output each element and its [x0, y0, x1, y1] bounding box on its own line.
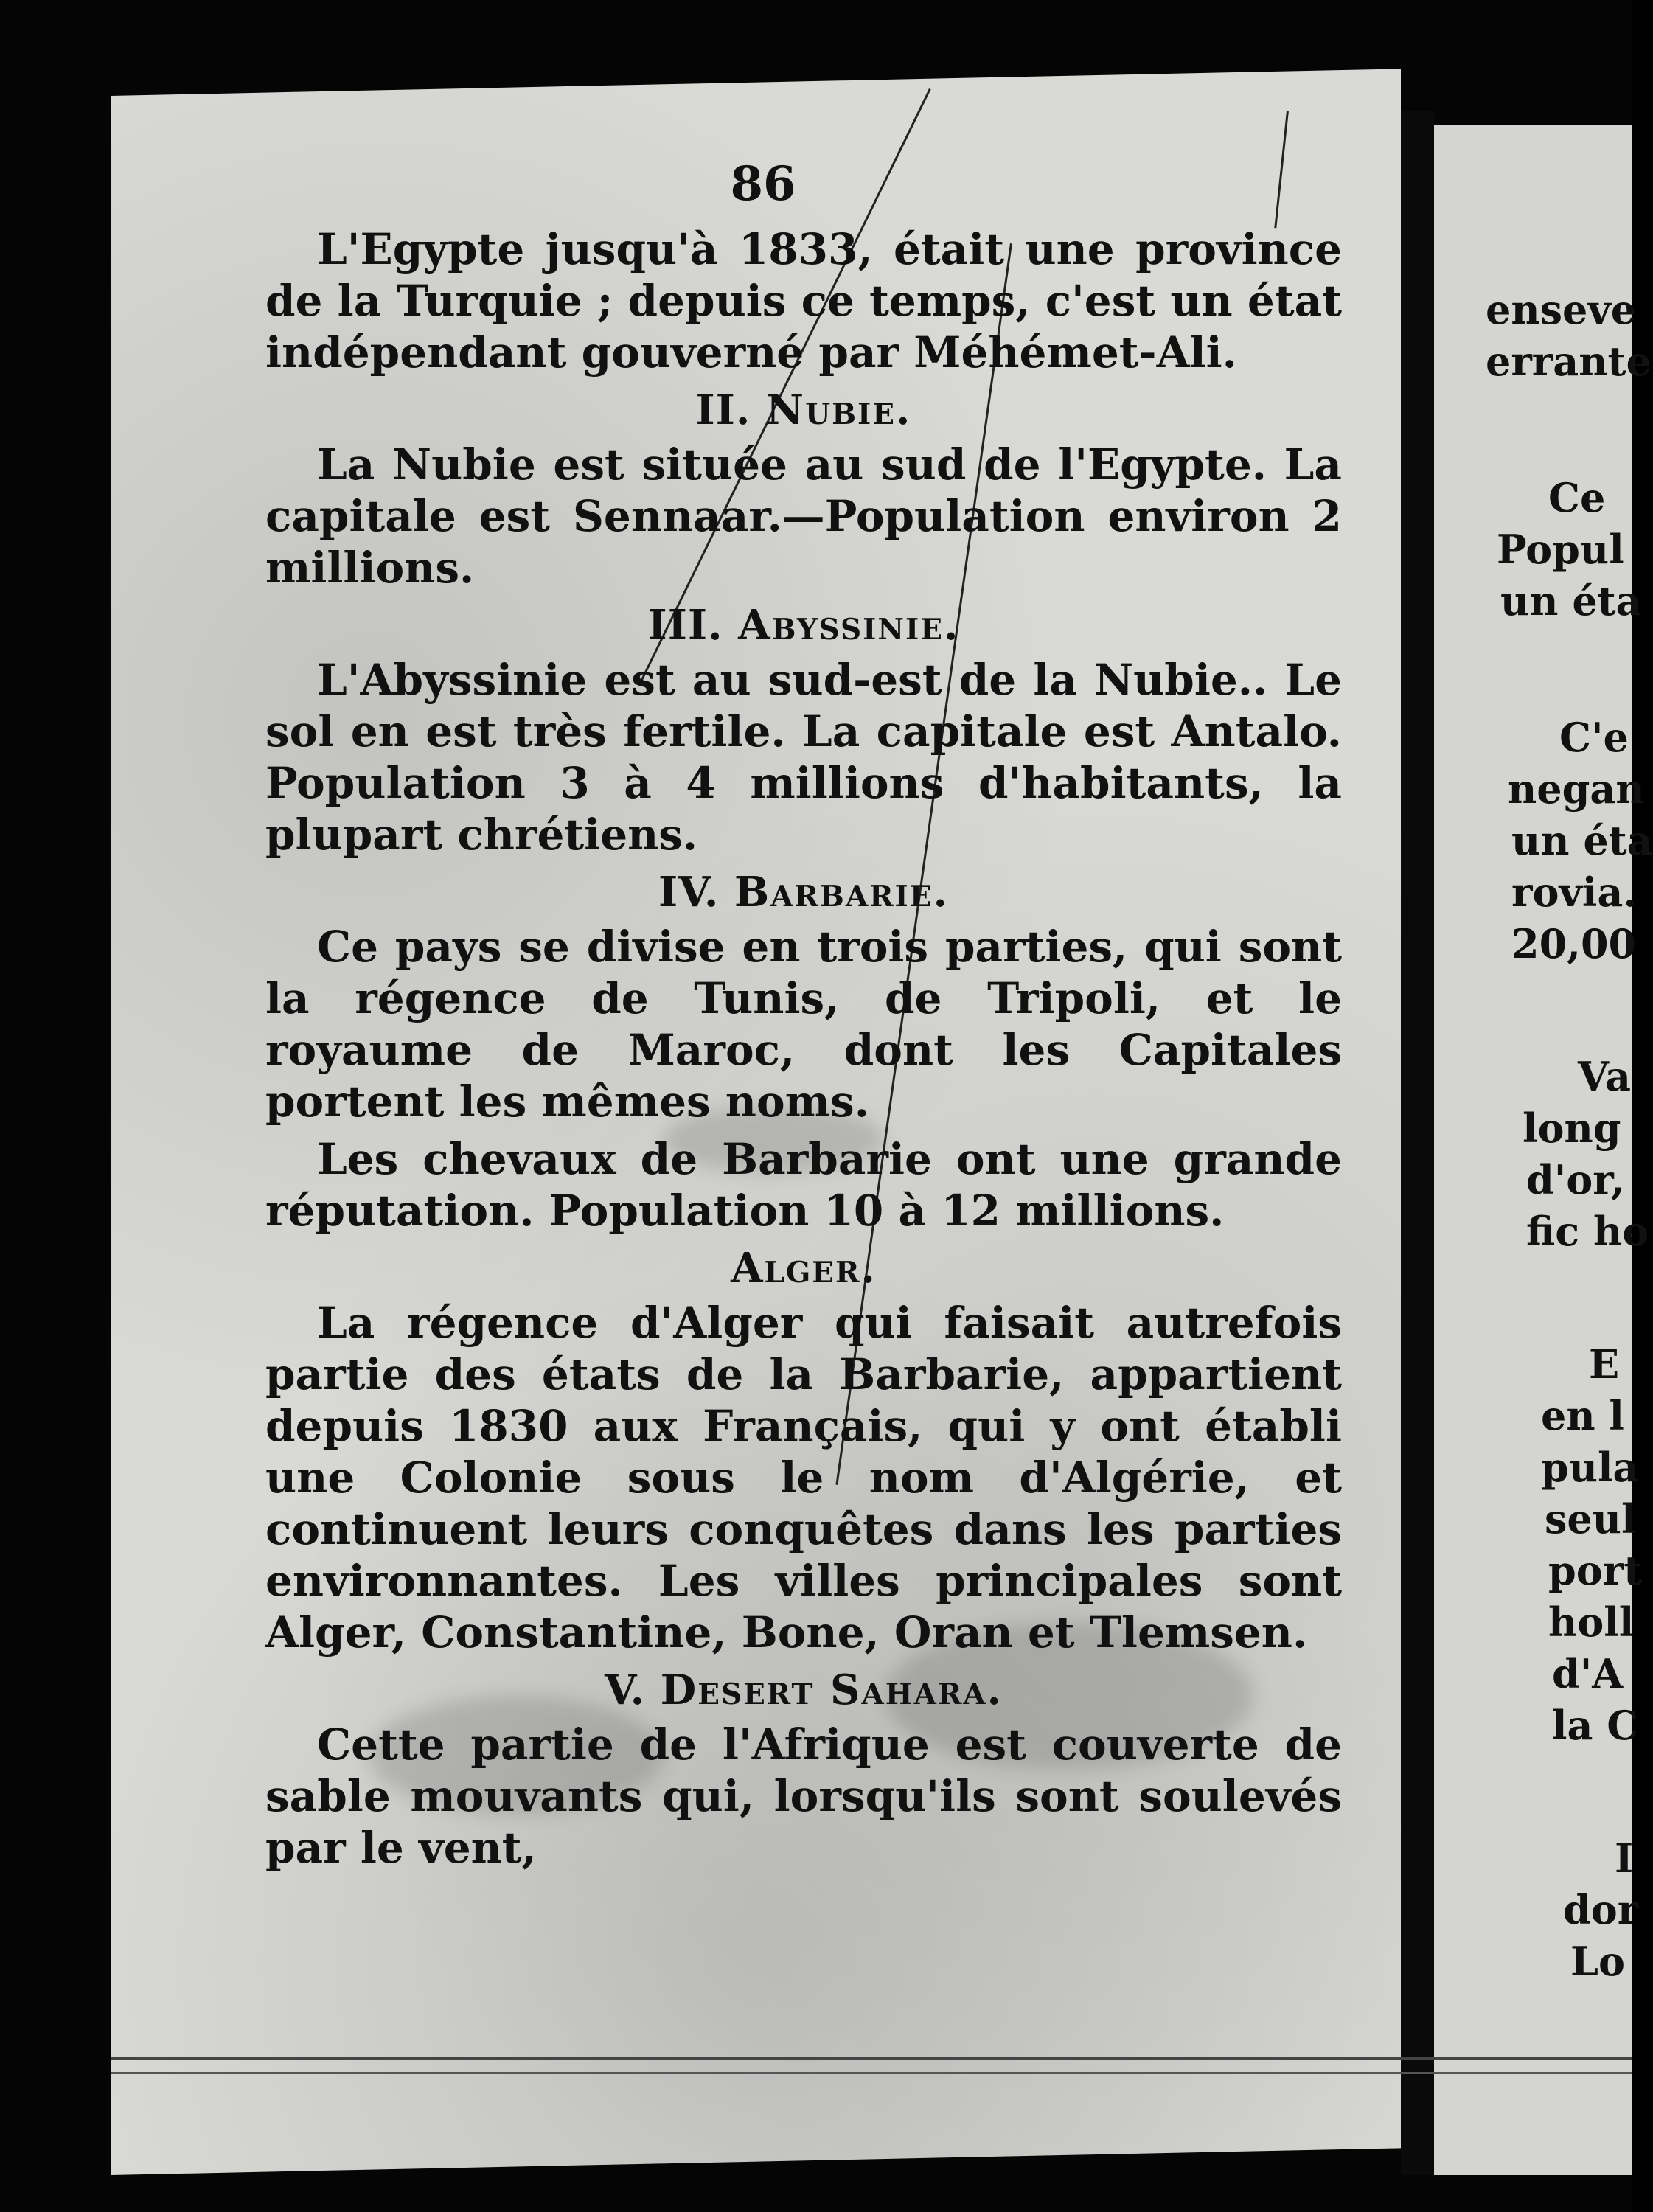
section-heading-alger [265, 1242, 1342, 1294]
facing-page-fragment: un éta [1500, 577, 1642, 625]
book-gutter [1401, 111, 1434, 2175]
facing-page-fragment: port [1548, 1547, 1643, 1594]
barbarie-paragraph-2: Les chevaux de Barbarie ont une grande réputation. Population 10 à 12 millions. [265, 1134, 1342, 1236]
egypt-paragraph: L'Egypte jusqu'à 1833, était une province de la Turquie ; depuis ce temps, c'est un état indépendant gouverné par Méhémet-Ali. [265, 224, 1342, 378]
facing-page-fragment: la C [1552, 1702, 1639, 1749]
facing-page-fragment: Va [1578, 1053, 1631, 1100]
facing-page-fragment: d'or, [1526, 1156, 1625, 1203]
facing-page-fragment: I [1615, 1834, 1634, 1882]
facing-page-fragment: enseve [1486, 286, 1637, 333]
facing-page-fragment: seul [1545, 1495, 1637, 1543]
sahara-paragraph: Cette partie de l'Afrique est couverte de sable mouvants qui, lorsqu'ils sont soulevés par le vent, [265, 1719, 1342, 1873]
facing-page-fragment: pula [1541, 1444, 1639, 1491]
section-heading-barbarie [265, 866, 1342, 918]
facing-page-fragment: C'e [1559, 714, 1629, 761]
abyssinie-paragraph: L'Abyssinie est au sud-est de la Nubie.. Le sol en est très fertile. La capitale est Antalo. Population 3 à 4 millions d'habitants, la plupart chrétiens. [265, 655, 1342, 860]
section-title: Alger. [731, 1244, 877, 1293]
facing-page-fragment: Popul [1497, 526, 1624, 573]
section-title: Barbarie. [734, 868, 949, 917]
facing-page-fragment: Lo [1570, 1938, 1625, 1985]
facing-page-fragment: dor [1563, 1886, 1639, 1933]
facing-page-fragment: en l [1541, 1392, 1624, 1439]
alger-paragraph: La régence d'Alger qui faisait autrefois partie des états de la Barbarie, appartient depuis 1830 aux Français, qui y ont établi une Colonie sous le nom d'Algérie, et continuent leurs conquêtes dans les parties environnantes. Les villes principales sont Alger, Constantine, Bone, Oran et Tlemsen. [265, 1298, 1342, 1658]
page-number: 86 [730, 156, 796, 212]
facing-page-fragment: errante [1486, 338, 1652, 385]
facing-page-fragment: d'A [1552, 1650, 1624, 1697]
facing-page-fragment: holl [1548, 1599, 1635, 1646]
page-content [265, 156, 1342, 1879]
facing-page-fragment: un éta [1511, 817, 1653, 864]
facing-page-fragment: rovia. [1511, 869, 1638, 916]
section-heading-abyssinie [265, 599, 1342, 651]
section-numeral: IV. [658, 868, 720, 917]
section-heading-nubie [265, 384, 1342, 436]
page-edge-line [111, 2072, 1632, 2074]
facing-page-fragment: E [1589, 1340, 1620, 1388]
section-numeral: II. [695, 386, 751, 434]
section-numeral: III. [647, 601, 723, 650]
nubie-paragraph: La Nubie est située au sud de l'Egypte. La capitale est Sennaar.—Population environ 2 millions. [265, 439, 1342, 593]
facing-page-fragment: negan [1508, 765, 1645, 813]
section-title: Nubie. [765, 386, 912, 434]
facing-page-fragment: 20,00 [1511, 920, 1637, 967]
facing-page-fragment: long [1522, 1105, 1621, 1152]
section-title: Desert Sahara. [660, 1666, 1003, 1714]
section-numeral: V. [604, 1666, 646, 1714]
barbarie-paragraph-1: Ce pays se divise en trois parties, qui sont la régence de Tunis, de Tripoli, et le royaume de Maroc, dont les Capitales portent les mêmes noms. [265, 922, 1342, 1127]
facing-page-fragment: fic ho [1526, 1208, 1649, 1255]
facing-page-fragment: Ce [1548, 474, 1606, 521]
page-edge-line [111, 2057, 1632, 2060]
section-heading-sahara [265, 1664, 1342, 1716]
section-title: Abyssinie. [738, 601, 960, 650]
